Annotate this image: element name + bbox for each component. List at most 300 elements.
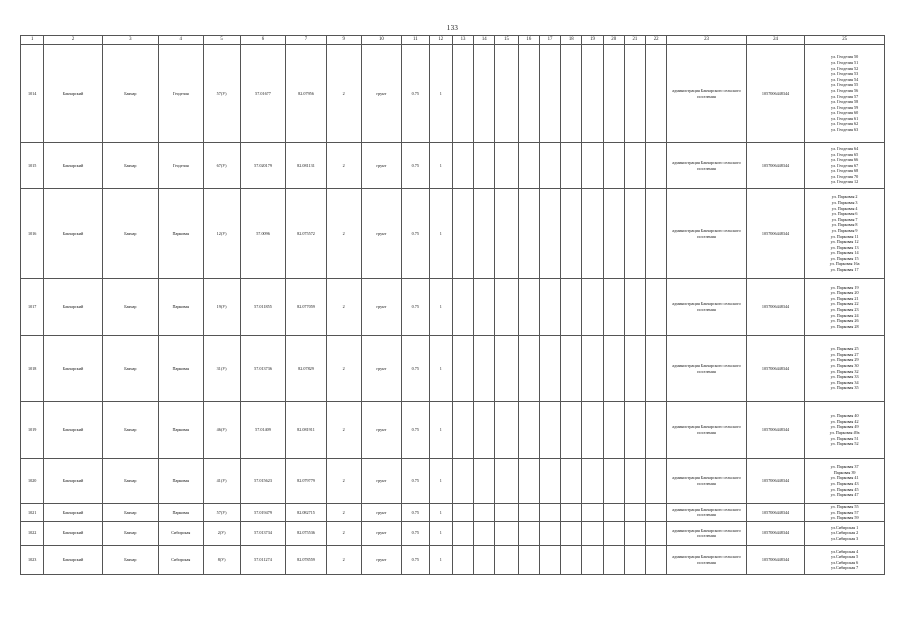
cell-empty — [539, 521, 560, 545]
cell-inn: 1057006448344 — [746, 189, 804, 279]
cell-empty — [646, 504, 667, 522]
cell-empty — [452, 189, 473, 279]
cell-settlement: Бакчар — [102, 279, 158, 336]
cell-street: Сибирская — [158, 545, 203, 574]
cell-street: Парковая — [158, 504, 203, 522]
address-line: ул. Геодезия 56 — [831, 87, 859, 93]
column-header: 24 — [746, 36, 804, 45]
cell-num: 1017 — [21, 279, 44, 336]
cell-empty — [624, 504, 645, 522]
cell-empty — [495, 189, 518, 279]
cell-surface: грунт — [361, 504, 401, 522]
cell-served-addresses — [805, 459, 885, 504]
cell-empty — [582, 279, 603, 336]
column-header: 23 — [667, 36, 747, 45]
cell-empty — [624, 459, 645, 504]
cell-volume: 0.75 — [402, 521, 430, 545]
cell-num: 1023 — [21, 545, 44, 574]
cell-lat: 57.011855 — [240, 279, 286, 336]
address-line: ул. Парковая 40 — [830, 413, 859, 419]
address-line: ул. Геодезия 70 — [831, 173, 859, 179]
cell-qty: 1 — [429, 336, 452, 402]
address-line: ул. Парковая 33 — [830, 374, 859, 380]
column-header: 12 — [429, 36, 452, 45]
cell-district: Бакчарский — [44, 189, 102, 279]
cell-lat: 57.011274 — [240, 545, 286, 574]
column-header: 4 — [158, 36, 203, 45]
address-line: ул. Парковая 32 — [830, 368, 859, 374]
cell-empty — [646, 189, 667, 279]
cell-served-addresses — [805, 521, 885, 545]
cell-owner: администрация Бакчарского сельского поселения — [667, 521, 747, 545]
table-row — [21, 279, 885, 336]
address-line: ул. Геодезия 55 — [831, 82, 859, 88]
cell-settlement: Бакчар — [102, 504, 158, 522]
address-line: ул. Геодезия 57 — [831, 93, 859, 99]
cell-empty — [452, 402, 473, 459]
table-row — [21, 504, 885, 522]
address-line: ул. Геодезия 58 — [831, 99, 859, 105]
cell-empty — [624, 279, 645, 336]
cell-num: 1015 — [21, 143, 44, 189]
address-line: ул.Сибирская 5 — [830, 554, 859, 560]
cell-empty — [603, 402, 624, 459]
address-line: ул. Парковая 42 — [830, 418, 859, 424]
cell-inn: 1057006448344 — [746, 521, 804, 545]
address-line: ул. Парковая 55 — [830, 504, 859, 509]
cell-street: Сибирская — [158, 521, 203, 545]
cell-empty — [561, 336, 582, 402]
address-line: ул. Парковая 45 — [830, 486, 859, 492]
cell-owner: администрация Бакчарского сельского поселения — [667, 402, 747, 459]
address-line: ул.Сибирская 1 — [830, 524, 859, 530]
cell-empty — [561, 521, 582, 545]
column-header: 21 — [624, 36, 645, 45]
cell-empty — [646, 45, 667, 143]
cell-qty: 1 — [429, 521, 452, 545]
table-row — [21, 521, 885, 545]
address-line: ул. Геодезия 68 — [831, 168, 859, 174]
address-line: ул. Парковая 25 — [830, 346, 859, 352]
address-line: ул. Геодезия 63 — [831, 127, 859, 133]
column-header: 25 — [805, 36, 885, 45]
cell-served-addresses — [805, 545, 885, 574]
address-line: ул.Сибирская 3 — [830, 536, 859, 542]
cell-empty — [495, 336, 518, 402]
cell-empty — [646, 459, 667, 504]
cell-empty — [646, 336, 667, 402]
cell-empty — [539, 545, 560, 574]
cell-empty — [474, 521, 495, 545]
address-line: ул. Парковая 19 — [830, 284, 859, 290]
cell-served-addresses — [805, 189, 885, 279]
cell-district: Бакчарский — [44, 279, 102, 336]
cell-district: Бакчарский — [44, 545, 102, 574]
cell-empty — [646, 545, 667, 574]
cell-empty — [518, 279, 539, 336]
cell-inn: 1057006448344 — [746, 279, 804, 336]
cell-num: 1018 — [21, 336, 44, 402]
address-line: ул. Геодезия 52 — [831, 65, 859, 71]
cell-empty — [518, 45, 539, 143]
cell-empty — [582, 521, 603, 545]
cell-settlement: Бакчар — [102, 459, 158, 504]
cell-empty — [561, 504, 582, 522]
cell-empty — [495, 521, 518, 545]
cell-served-addresses — [805, 279, 885, 336]
column-header: 6 — [240, 36, 286, 45]
cell-qty: 1 — [429, 504, 452, 522]
cell-empty — [603, 143, 624, 189]
cell-volume: 0.75 — [402, 279, 430, 336]
cell-surface: грунт — [361, 521, 401, 545]
cell-empty — [518, 545, 539, 574]
cell-empty — [624, 545, 645, 574]
cell-district: Бакчарский — [44, 45, 102, 143]
column-header: 16 — [518, 36, 539, 45]
cell-empty — [603, 521, 624, 545]
cell-bins: 2 — [326, 402, 361, 459]
cell-bins: 2 — [326, 521, 361, 545]
cell-owner: администрация Бакчарского сельского поселения — [667, 189, 747, 279]
cell-inn: 1057006448344 — [746, 143, 804, 189]
cell-empty — [474, 45, 495, 143]
cell-empty — [495, 402, 518, 459]
cell-volume: 0.75 — [402, 504, 430, 522]
cell-empty — [518, 402, 539, 459]
cell-empty — [474, 402, 495, 459]
address-line: ул. Парковая 22 — [830, 301, 859, 307]
cell-lon: 82.081911 — [286, 402, 326, 459]
column-header: 18 — [561, 36, 582, 45]
table-row — [21, 545, 885, 574]
table-row — [21, 402, 885, 459]
cell-inn: 1057006448344 — [746, 545, 804, 574]
cell-empty — [452, 545, 473, 574]
cell-empty — [495, 143, 518, 189]
cell-inn: 1057006448344 — [746, 45, 804, 143]
cell-volume: 0.75 — [402, 545, 430, 574]
column-header: 22 — [646, 36, 667, 45]
cell-empty — [624, 45, 645, 143]
cell-empty — [624, 143, 645, 189]
cell-owner: администрация Бакчарского сельского поселения — [667, 336, 747, 402]
cell-bins: 2 — [326, 459, 361, 504]
address-line: ул. Геодезия 62 — [831, 121, 859, 127]
address-line: ул. Парковая 23 — [830, 307, 859, 312]
cell-empty — [539, 143, 560, 189]
cell-lon: 82.082715 — [286, 504, 326, 522]
column-header: 5 — [203, 36, 240, 45]
address-line: ул. Парковая 27 — [830, 351, 859, 357]
cell-lat: 57.019479 — [240, 504, 286, 522]
cell-surface: грунт — [361, 402, 401, 459]
cell-district: Бакчарский — [44, 402, 102, 459]
cell-served-addresses — [805, 45, 885, 143]
cell-empty — [518, 504, 539, 522]
cell-lat: 57.020179 — [240, 143, 286, 189]
cell-settlement: Бакчар — [102, 143, 158, 189]
cell-qty: 1 — [429, 545, 452, 574]
address-line: ул. Геодезия 54 — [831, 76, 859, 82]
column-header: 17 — [539, 36, 560, 45]
address-line: ул. Парковая 7 — [831, 216, 858, 222]
cell-empty — [518, 459, 539, 504]
cell-street: Парковая — [158, 402, 203, 459]
cell-inn: 1057006448344 — [746, 402, 804, 459]
cell-empty — [452, 279, 473, 336]
column-header: 14 — [474, 36, 495, 45]
cell-empty — [474, 459, 495, 504]
cell-lon: 82.075536 — [286, 521, 326, 545]
cell-settlement: Бакчар — [102, 189, 158, 279]
cell-bins: 2 — [326, 45, 361, 143]
cell-empty — [582, 143, 603, 189]
address-line: ул.Сибирская 6 — [830, 559, 859, 565]
cell-lon: 82.075572 — [286, 189, 326, 279]
cell-lon: 82.079779 — [286, 459, 326, 504]
address-line: ул. Геодезия 12 — [831, 179, 859, 185]
cell-house: 12(У) — [203, 189, 240, 279]
column-header: 13 — [452, 36, 473, 45]
address-line: ул. Геодезия 53 — [831, 71, 859, 77]
cell-empty — [561, 459, 582, 504]
cell-inn: 1057006448344 — [746, 504, 804, 522]
cell-owner: администрация Бакчарского сельского поселения — [667, 45, 747, 143]
address-line: ул. Парковая 49 — [830, 424, 859, 430]
cell-settlement: Бакчар — [102, 402, 158, 459]
cell-house: 57(У) — [203, 45, 240, 143]
address-line: ул.Сибирская 7 — [830, 565, 859, 571]
cell-empty — [495, 545, 518, 574]
cell-empty — [582, 189, 603, 279]
cell-empty — [474, 189, 495, 279]
cell-volume: 0.75 — [402, 189, 430, 279]
address-line: ул. Парковая 43 — [830, 481, 859, 486]
address-line: ул. Геодезия 64 — [831, 145, 859, 151]
address-line: ул. Геодезия 65 — [831, 151, 859, 157]
cell-district: Бакчарский — [44, 521, 102, 545]
cell-empty — [624, 189, 645, 279]
table-row — [21, 45, 885, 143]
address-line: ул. Геодезия 67 — [831, 162, 859, 168]
cell-empty — [518, 189, 539, 279]
cell-surface: грунт — [361, 45, 401, 143]
cell-house: 41(У) — [203, 459, 240, 504]
cell-lon: 82.07829 — [286, 336, 326, 402]
cell-settlement: Бакчар — [102, 336, 158, 402]
cell-served-addresses — [805, 143, 885, 189]
cell-empty — [539, 336, 560, 402]
cell-empty — [603, 45, 624, 143]
cell-surface: грунт — [361, 189, 401, 279]
table-row — [21, 459, 885, 504]
cell-volume: 0.75 — [402, 402, 430, 459]
cell-street: Геодезия — [158, 143, 203, 189]
cell-empty — [495, 504, 518, 522]
address-line: ул. Парковая 17 — [830, 267, 859, 273]
cell-house: 67(У) — [203, 143, 240, 189]
cell-lon: 82.07956 — [286, 45, 326, 143]
address-line: ул. Парковая 34 — [830, 379, 859, 385]
cell-empty — [518, 143, 539, 189]
cell-num: 1016 — [21, 189, 44, 279]
cell-empty — [474, 143, 495, 189]
address-line: Парковая 39 — [833, 469, 856, 475]
cell-qty: 1 — [429, 143, 452, 189]
cell-house: 19(У) — [203, 279, 240, 336]
address-line: ул. Парковая 11 — [830, 233, 859, 239]
cell-empty — [582, 402, 603, 459]
address-line: ул. Парковая 12 — [830, 239, 859, 245]
column-header: 2 — [44, 36, 102, 45]
cell-empty — [603, 336, 624, 402]
register-table — [20, 35, 885, 575]
cell-empty — [539, 189, 560, 279]
column-header: 20 — [603, 36, 624, 45]
cell-bins: 2 — [326, 336, 361, 402]
cell-num: 1014 — [21, 45, 44, 143]
column-header: 11 — [402, 36, 430, 45]
address-line: ул. Парковая 6 — [831, 211, 858, 217]
cell-settlement: Бакчар — [102, 545, 158, 574]
cell-inn: 1057006448344 — [746, 459, 804, 504]
cell-settlement: Бакчар — [102, 521, 158, 545]
address-line: ул. Парковая 20 — [830, 290, 859, 296]
cell-empty — [646, 402, 667, 459]
cell-num: 1022 — [21, 521, 44, 545]
cell-bins: 2 — [326, 189, 361, 279]
cell-owner: администрация Бакчарского сельского поселения — [667, 143, 747, 189]
cell-empty — [518, 521, 539, 545]
cell-empty — [539, 504, 560, 522]
address-line: ул.Сибирская 2 — [830, 530, 859, 536]
cell-empty — [539, 459, 560, 504]
cell-empty — [539, 402, 560, 459]
cell-street: Парковая — [158, 189, 203, 279]
cell-empty — [561, 45, 582, 143]
address-line: ул. Парковая 14 — [830, 250, 859, 256]
cell-empty — [582, 336, 603, 402]
address-line: ул. Геодезия 60 — [831, 110, 859, 116]
table-row — [21, 336, 885, 402]
cell-empty — [624, 402, 645, 459]
cell-empty — [603, 279, 624, 336]
cell-empty — [624, 521, 645, 545]
cell-lat: 57.015623 — [240, 459, 286, 504]
cell-surface: грунт — [361, 143, 401, 189]
cell-owner: администрация Бакчарского сельского поселения — [667, 504, 747, 522]
cell-empty — [561, 143, 582, 189]
cell-empty — [582, 504, 603, 522]
cell-empty — [624, 336, 645, 402]
cell-street: Парковая — [158, 459, 203, 504]
cell-empty — [452, 336, 473, 402]
cell-street: Геодезия — [158, 45, 203, 143]
cell-surface: грунт — [361, 545, 401, 574]
cell-lon: 82.078559 — [286, 545, 326, 574]
table-row — [21, 189, 885, 279]
cell-inn: 1057006448344 — [746, 336, 804, 402]
address-line: ул. Парковая 47 — [830, 492, 859, 498]
address-line: ул. Парковая 37 — [830, 464, 859, 470]
address-line: ул. Парковая 51 — [830, 435, 859, 441]
cell-owner: администрация Бакчарского сельского поселения — [667, 279, 747, 336]
address-line: ул. Парковая 2 — [831, 194, 858, 200]
cell-empty — [603, 545, 624, 574]
cell-bins: 2 — [326, 545, 361, 574]
address-line: ул. Парковая 24 — [830, 312, 859, 318]
address-line: ул. Парковая 8 — [831, 222, 858, 228]
cell-empty — [561, 189, 582, 279]
cell-empty — [539, 45, 560, 143]
address-line: ул. Парковая 59 — [830, 515, 859, 521]
address-line: ул. Парковая 30 — [830, 362, 859, 368]
address-line: ул. Геодезия 50 — [831, 54, 859, 60]
cell-empty — [646, 279, 667, 336]
cell-house: 2(У) — [203, 521, 240, 545]
cell-served-addresses — [805, 504, 885, 522]
cell-empty — [603, 189, 624, 279]
header-row — [21, 36, 885, 45]
cell-empty — [561, 402, 582, 459]
cell-served-addresses — [805, 336, 885, 402]
cell-empty — [582, 545, 603, 574]
cell-surface: грунт — [361, 279, 401, 336]
cell-surface: грунт — [361, 459, 401, 504]
cell-empty — [603, 459, 624, 504]
cell-district: Бакчарский — [44, 336, 102, 402]
address-line: ул. Парковая 3 — [831, 199, 858, 205]
cell-owner: администрация Бакчарского сельского поселения — [667, 545, 747, 574]
address-line: ул. Парковая 29 — [830, 357, 859, 363]
address-line: ул. Парковая 21 — [830, 295, 859, 301]
cell-empty — [474, 279, 495, 336]
column-header: 15 — [495, 36, 518, 45]
cell-num: 1020 — [21, 459, 44, 504]
column-header: 9 — [326, 36, 361, 45]
cell-lat: 57.01409 — [240, 402, 286, 459]
cell-qty: 1 — [429, 402, 452, 459]
column-header: 3 — [102, 36, 158, 45]
cell-empty — [561, 545, 582, 574]
cell-empty — [452, 45, 473, 143]
cell-lat: 57.01677 — [240, 45, 286, 143]
cell-volume: 0.75 — [402, 459, 430, 504]
column-header: 10 — [361, 36, 401, 45]
cell-district: Бакчарский — [44, 143, 102, 189]
cell-empty — [561, 279, 582, 336]
address-line: ул.Сибирская 4 — [830, 548, 859, 554]
cell-house: 31(У) — [203, 336, 240, 402]
cell-empty — [646, 143, 667, 189]
cell-qty: 1 — [429, 279, 452, 336]
cell-district: Бакчарский — [44, 504, 102, 522]
cell-empty — [452, 521, 473, 545]
cell-empty — [495, 279, 518, 336]
cell-surface: грунт — [361, 336, 401, 402]
cell-empty — [582, 45, 603, 143]
cell-empty — [474, 504, 495, 522]
cell-qty: 1 — [429, 459, 452, 504]
address-line: ул. Парковая 28 — [830, 323, 859, 329]
cell-house: 57(У) — [203, 504, 240, 522]
cell-served-addresses — [805, 402, 885, 459]
cell-lat: 57.013736 — [240, 336, 286, 402]
cell-empty — [582, 459, 603, 504]
address-line: ул. Парковая 49а — [829, 430, 860, 435]
cell-volume: 0.75 — [402, 336, 430, 402]
